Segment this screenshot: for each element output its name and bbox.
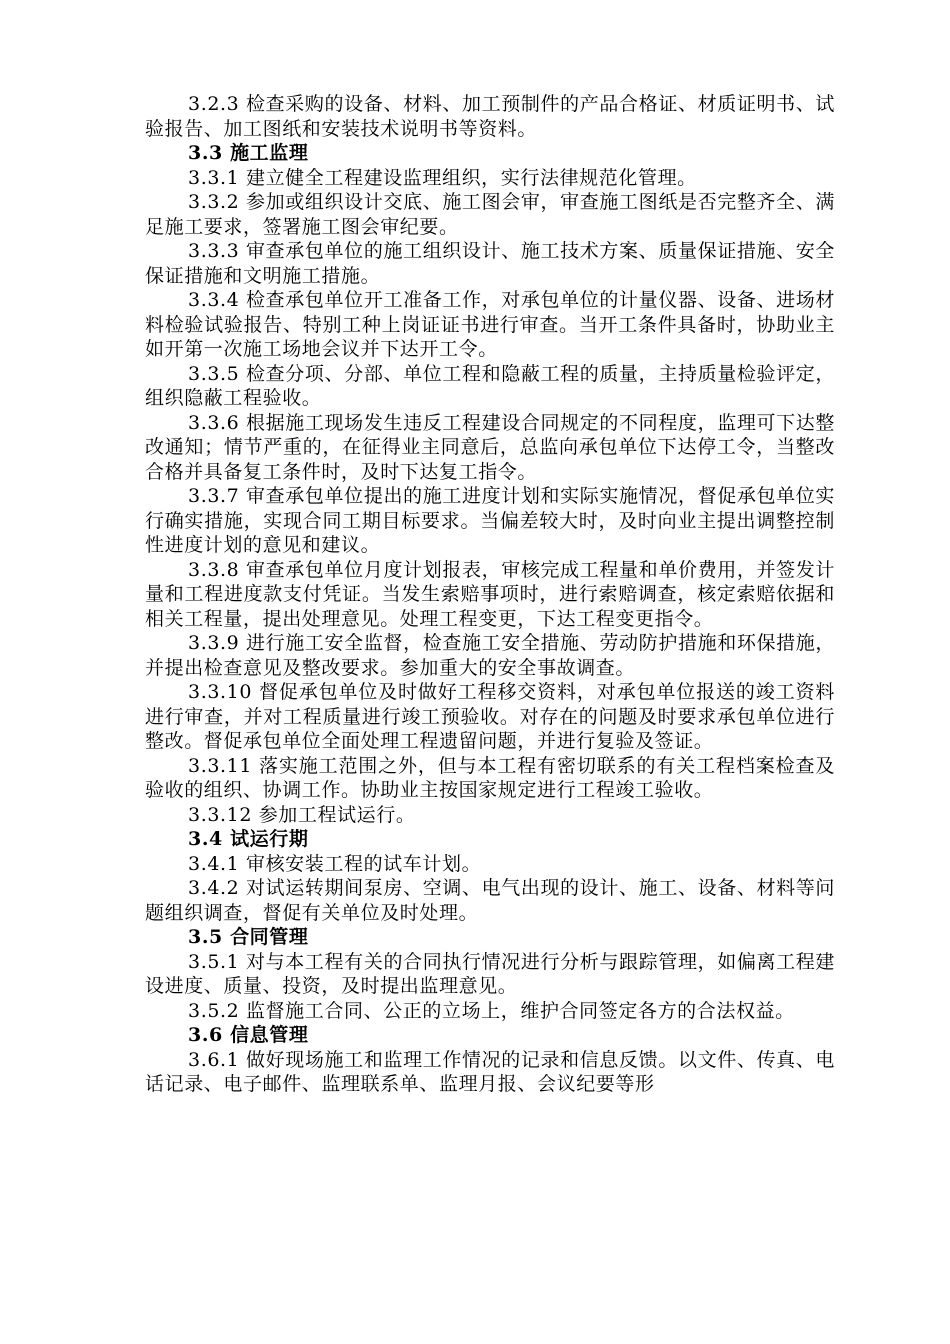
paragraph-3-3-3: 3.3.3 审查承包单位的施工组织设计、施工技术方案、质量保证措施、安全保证措施和文明施工措施。 (145, 240, 835, 287)
paragraph-3-5-2: 3.5.2 监督施工合同、公正的立场上，维护合同签定各方的合法权益。 (188, 999, 795, 1022)
paragraph-3-4-1: 3.4.1 审核安装工程的试车计划。 (188, 852, 482, 875)
paragraph-3-3-1: 3.3.1 建立健全工程建设监理组织，实行法律规范化管理。 (188, 166, 697, 189)
section-heading-3-3: 3.3 施工监理 (188, 142, 309, 164)
paragraph-3-3-4: 3.3.4 检查承包单位开工准备工作，对承包单位的计量仪器、设备、进场材料检验试验报告、特别工种上岗证证书进行审查。当开工条件具备时，协助业主如开第一次施工场地会议并下达开工令。 (145, 289, 835, 360)
document-body (145, 92, 835, 1097)
section-heading-3-6: 3.6 信息管理 (188, 1024, 309, 1046)
paragraph-3-4-2: 3.4.2 对试运转期间泵房、空调、电气出现的设计、施工、设备、材料等问题组织调查，督促有关单位及时处理。 (145, 877, 835, 924)
paragraph-3-3-7: 3.3.7 审查承包单位提出的施工进度计划和实际实施情况，督促承包单位实行确实措施，实现合同工期目标要求。当偏差较大时，及时向业主提出调整控制性进度计划的意见和建议。 (145, 485, 835, 556)
paragraph-3-3-8: 3.3.8 审查承包单位月度计划报表，审核完成工程量和单价费用，并签发计量和工程进度款支付凭证。当发生索赔事项时，进行索赔调查，核定索赔依据和相关工程量，提出处理意见。处理工程变更，下达工程变更指令。 (145, 558, 835, 630)
section-heading-3-4: 3.4 试运行期 (188, 828, 309, 850)
paragraph-3-3-10: 3.3.10 督促承包单位及时做好工程移交资料，对承包单位报送的竣工资料进行审查，并对工程质量进行竣工预验收。对存在的问题及时要求承包单位进行整改。督促承包单位全面处理工程遗留问题，并进行复验及签证。 (145, 681, 835, 752)
section-heading-3-5: 3.5 合同管理 (188, 926, 309, 948)
paragraph-3-3-12: 3.3.12 参加工程试运行。 (188, 803, 416, 826)
paragraph-3-3-9: 3.3.9 进行施工安全监督，检查施工安全措施、劳动防护措施和环保措施，并提出检查意见及整改要求。参加重大的安全事故调查。 (145, 632, 835, 679)
paragraph-3-3-2: 3.3.2 参加或组织设计交底、施工图会审，审查施工图纸是否完整齐全、满足施工要求，签署施工图会审纪要。 (145, 191, 835, 238)
paragraph-3-6-1: 3.6.1 做好现场施工和监理工作情况的记录和信息反馈。以文件、传真、电话记录、电子邮件、监理联系单、监理月报、会议纪要等形 (145, 1048, 835, 1095)
paragraph-3-3-5: 3.3.5 检查分项、分部、单位工程和隐蔽工程的质量，主持质量检验评定，组织隐蔽工程验收。 (145, 362, 835, 409)
paragraph-3-5-1: 3.5.1 对与本工程有关的合同执行情况进行分析与跟踪管理，如偏离工程建设进度、质量、投资，及时提出监理意见。 (145, 950, 835, 997)
paragraph-3-3-6: 3.3.6 根据施工现场发生违反工程建设合同规定的不同程度，监理可下达整改通知；情节严重的，在征得业主同意后，总监向承包单位下达停工令，当整改合格并具备复工条件时，及时下达复工指令。 (145, 411, 835, 483)
paragraph-3-2-3: 3.2.3 检查采购的设备、材料、加工预制件的产品合格证、材质证明书、试验报告、加工图纸和安装技术说明书等资料。 (145, 93, 835, 140)
paragraph-3-3-11: 3.3.11 落实施工范围之外，但与本工程有密切联系的有关工程档案检查及验收的组织、协调工作。协助业主按国家规定进行工程竣工验收。 (145, 754, 835, 801)
